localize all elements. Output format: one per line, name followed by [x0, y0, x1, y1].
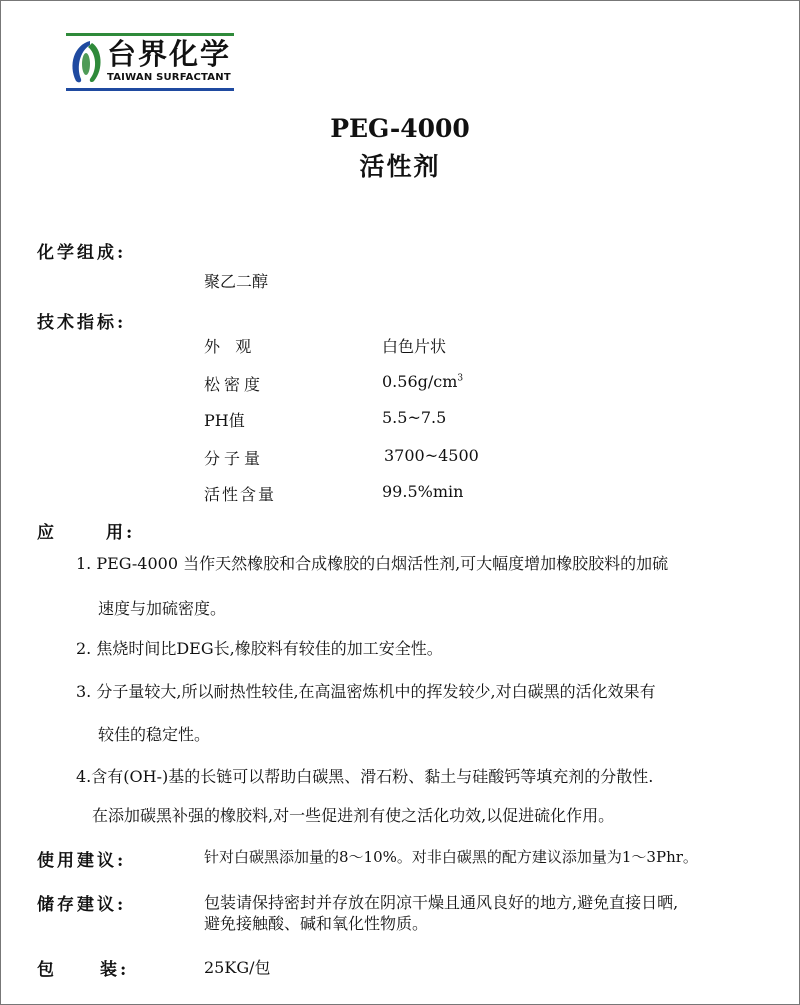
spec-name-active-content: 活性含量 [204, 485, 277, 504]
storage-line-2: 避免接触酸、碱和氧化性物质。 [204, 914, 429, 933]
application-line-1: 1. PEG-4000 当作天然橡胶和合成橡胶的白烟活性剂,可大幅度增加橡胶胶料的加硫 [76, 554, 669, 573]
spec-name-molecular-weight: 分子量 [204, 449, 265, 468]
product-category: 活性剂 [359, 152, 441, 181]
storage-line-1: 包装请保持密封并存放在阴凉干燥且通风良好的地方,避免直接日晒, [204, 893, 679, 912]
spec-value-density: $0.56g/cm^3$ [382, 372, 464, 391]
spec-value-molecular-weight: 3700~4500 [384, 446, 479, 465]
application-line-2: 速度与加硫密度。 [98, 599, 227, 618]
composition-label: 化学组成: [37, 243, 127, 263]
logo-subtitle: TAIWAN SURFACTANT [107, 72, 231, 83]
spec-value-ph: 5.5~7.5 [382, 408, 447, 427]
logo-bottom-bar [66, 88, 234, 91]
application-label-a: 应 [37, 523, 57, 543]
application-line-5: 较佳的稳定性。 [98, 725, 211, 744]
company-logo [66, 33, 234, 91]
packaging-value: 25KG/包 [204, 958, 271, 977]
specs-label: 技术指标: [37, 313, 127, 333]
logo-name: 台界化学 [107, 37, 232, 71]
application-line-4: 3. 分子量较大,所以耐热性较佳,在高温密炼机中的挥发较少,对白碳黑的活化效果有 [76, 682, 656, 701]
application-label-b: 用: [106, 523, 136, 543]
logo-top-bar [66, 33, 234, 36]
spec-name-ph: PH值 [204, 411, 245, 430]
application-line-3: 2. 焦烧时间比DEG长,橡胶料有较佳的加工安全性。 [76, 639, 443, 658]
logo-emblem-icon [68, 39, 104, 85]
usage-value: 针对白碳黑添加量的8～10%。对非白碳黑的配方建议添加量为1～3Phr。 [204, 848, 698, 866]
packaging-label-a: 包 [37, 960, 57, 980]
spec-name-density: 松密度 [204, 375, 265, 394]
composition-value: 聚乙二醇 [204, 272, 269, 291]
application-line-6: 4.含有(OH-)基的长链可以帮助白碳黑、滑石粉、黏土与硅酸钙等填充剂的分散性. [76, 767, 654, 786]
usage-label: 使用建议: [37, 851, 127, 871]
spec-name-appearance: 外 观 [204, 337, 252, 356]
packaging-label-b: 装: [100, 960, 130, 980]
spec-value-appearance: 白色片状 [382, 337, 447, 356]
application-line-7: 在添加碳黑补强的橡胶料,对一些促进剂有使之活化功效,以促进硫化作用。 [92, 806, 615, 825]
storage-label: 储存建议: [37, 895, 127, 915]
product-title: PEG-4000 [330, 114, 470, 143]
spec-value-active-content: 99.5%min [382, 482, 464, 501]
